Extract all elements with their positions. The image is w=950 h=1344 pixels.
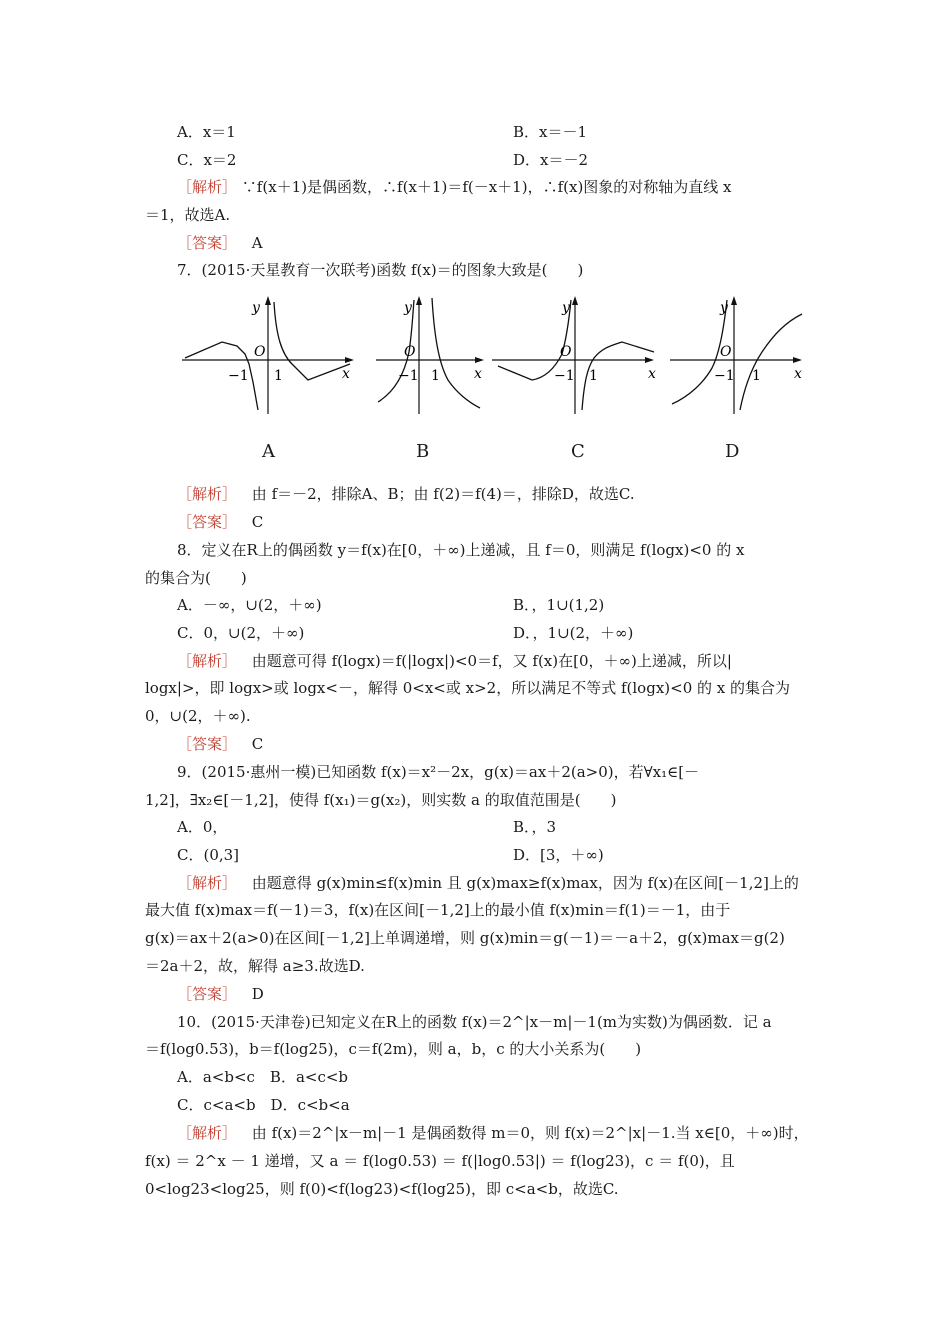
q10-analysis-line3: 0<log23<log25，则 f(0)<f(log23)<f(log25)，即 c<a<b，故选C. xyxy=(145,1180,619,1198)
q7-analysis-tag: ［解析］ xyxy=(177,485,238,503)
graph-d-neg1: −1 xyxy=(714,368,735,384)
q8-answer: C xyxy=(251,735,264,753)
q6-analysis-line2: ＝1，故选A. xyxy=(145,206,231,224)
graph-b-y-label: y xyxy=(404,300,412,316)
q7-analysis: 由 f＝－2，排除A、B；由 f(2)＝f(4)＝，排除D，故选C. xyxy=(251,485,635,503)
q6-analysis-tag: ［解析］ xyxy=(177,178,238,196)
graph-c-x-label: x xyxy=(648,366,656,382)
graph-c-neg1: −1 xyxy=(554,368,575,384)
q9-analysis-tag: ［解析］ xyxy=(177,874,238,892)
q9-option-b: B．，3 xyxy=(513,818,557,836)
graph-c xyxy=(492,292,662,421)
graph-b-pos1: 1 xyxy=(431,368,440,384)
q9-analysis-line1: 由题意得 g(x)min≤f(x)min 且 g(x)max≥f(x)max，因为 f(x)在区间[－1,2]上的 xyxy=(251,874,799,892)
q9-option-a: A．0， xyxy=(177,818,228,836)
graph-b-x-label: x xyxy=(474,366,482,382)
q10-analysis-line2: f(x) ＝ 2^x － 1 递增，又 a ＝ f(log0.53) ＝ f(|log0.53|) ＝ f(log23)，c ＝ f(0)，且 xyxy=(145,1152,735,1170)
graph-a-x-label: x xyxy=(342,366,350,382)
q8-analysis-line3: 0，∪(2，＋∞). xyxy=(145,707,251,725)
graph-a-neg1: −1 xyxy=(228,368,249,384)
q7-stem: 7．(2015·天星教育一次联考)函数 f(x)＝的图象大致是( ) xyxy=(177,261,584,279)
q7-answer-tag: ［答案］ xyxy=(177,513,238,531)
q6-answer: A xyxy=(251,234,263,252)
q6-analysis-line1: ∵f(x＋1)是偶函数，∴f(x＋1)＝f(－x＋1)，∴f(x)图象的对称轴为直线 x xyxy=(241,178,732,196)
q6-option-d: D．x＝－2 xyxy=(513,151,589,169)
q10-options-ab: A．a<b<c B．a<c<b xyxy=(177,1068,349,1086)
q8-option-d: D．，1∪(2，＋∞) xyxy=(513,624,634,642)
graph-b xyxy=(376,292,491,421)
q8-option-b: B．，1∪(1,2) xyxy=(513,596,605,614)
caption-b: B xyxy=(416,441,430,462)
q6-option-c: C．x＝2 xyxy=(177,151,237,169)
graph-c-y-label: y xyxy=(562,300,570,316)
graph-b-origin: O xyxy=(404,344,416,360)
q8-answer-tag: ［答案］ xyxy=(177,735,238,753)
q9-analysis-line2: 最大值 f(x)max＝f(－1)＝3，f(x)在区间[－1,2]上的最小值 f(x)min＝f(1)＝－1，由于 xyxy=(145,901,731,919)
q10-stem-line1: 10．(2015·天津卷)已知定义在R上的函数 f(x)＝2^|x－m|－1(m为实数)为偶函数．记 a xyxy=(177,1013,772,1031)
q9-analysis-line3: g(x)＝ax＋2(a>0)在区间[－1,2]上单调递增，则 g(x)min＝g(－1)＝－a＋2，g(x)max＝g(2) xyxy=(145,929,785,947)
q8-stem-line1: 8．定义在R上的偶函数 y＝f(x)在[0，＋∞)上递减，且 f＝0，则满足 f(logx)<0 的 x xyxy=(177,541,745,559)
graph-d xyxy=(670,292,810,421)
graph-c-pos1: 1 xyxy=(589,368,598,384)
q9-stem-line2: 1,2]，∃x₂∈[－1,2]，使得 f(x₁)＝g(x₂)，则实数 a 的取值范围是( ) xyxy=(145,791,617,809)
graph-a-y-label: y xyxy=(252,300,260,316)
graph-b-neg1: −1 xyxy=(398,368,419,384)
q9-option-c: C．(0,3] xyxy=(177,846,240,864)
q9-analysis-line4: ＝2a＋2，故，解得 a≥3.故选D. xyxy=(145,957,365,975)
q8-analysis-line1: 由题意可得 f(logx)＝f(|logx|)<0＝f，又 f(x)在[0，＋∞)上递减，所以| xyxy=(251,652,732,670)
graph-a xyxy=(182,292,357,421)
graph-c-origin: O xyxy=(560,344,572,360)
caption-c: C xyxy=(571,441,585,462)
q9-answer-tag: ［答案］ xyxy=(177,985,238,1003)
graph-d-x-label: x xyxy=(794,366,802,382)
q9-answer: D xyxy=(251,985,264,1003)
q8-option-c: C．0，∪(2，＋∞) xyxy=(177,624,305,642)
caption-a: A xyxy=(262,441,275,462)
q8-stem-line2: 的集合为( ) xyxy=(145,569,247,587)
q9-stem-line1: 9．(2015·惠州一模)已知函数 f(x)＝x²－2x，g(x)＝ax＋2(a>0)，若∀x₁∈[－ xyxy=(177,763,700,781)
graph-d-pos1: 1 xyxy=(752,368,761,384)
q8-analysis-line2: logx|>，即 logx>或 logx<－，解得 0<x<或 x>2，所以满足不等式 f(logx)<0 的 x 的集合为 xyxy=(145,679,791,697)
q6-answer-tag: ［答案］ xyxy=(177,234,238,252)
q6-option-a: A．x＝1 xyxy=(177,123,236,141)
graph-d-y-label: y xyxy=(720,300,728,316)
q9-option-d: D．[3，＋∞) xyxy=(513,846,604,864)
q6-option-b: B．x＝－1 xyxy=(513,123,588,141)
graph-a-origin: O xyxy=(254,344,266,360)
q10-options-cd: C．c<a<b D．c<b<a xyxy=(177,1096,350,1114)
graph-a-pos1: 1 xyxy=(274,368,283,384)
q10-analysis-line1: 由 f(x)＝2^|x－m|－1 是偶函数得 m＝0，则 f(x)＝2^|x|－1.当 x∈[0，＋∞)时， xyxy=(251,1124,809,1142)
graph-d-origin: O xyxy=(720,344,732,360)
q7-answer: C xyxy=(251,513,264,531)
q10-stem-line2: ＝f(log0.53)，b＝f(log25)，c＝f(2m)，则 a，b，c 的大小关系为( ) xyxy=(145,1040,642,1058)
q8-option-a: A．－∞，∪(2，＋∞) xyxy=(177,596,322,614)
q8-analysis-tag: ［解析］ xyxy=(177,652,238,670)
q10-analysis-tag: ［解析］ xyxy=(177,1124,238,1142)
caption-d: D xyxy=(725,441,740,462)
